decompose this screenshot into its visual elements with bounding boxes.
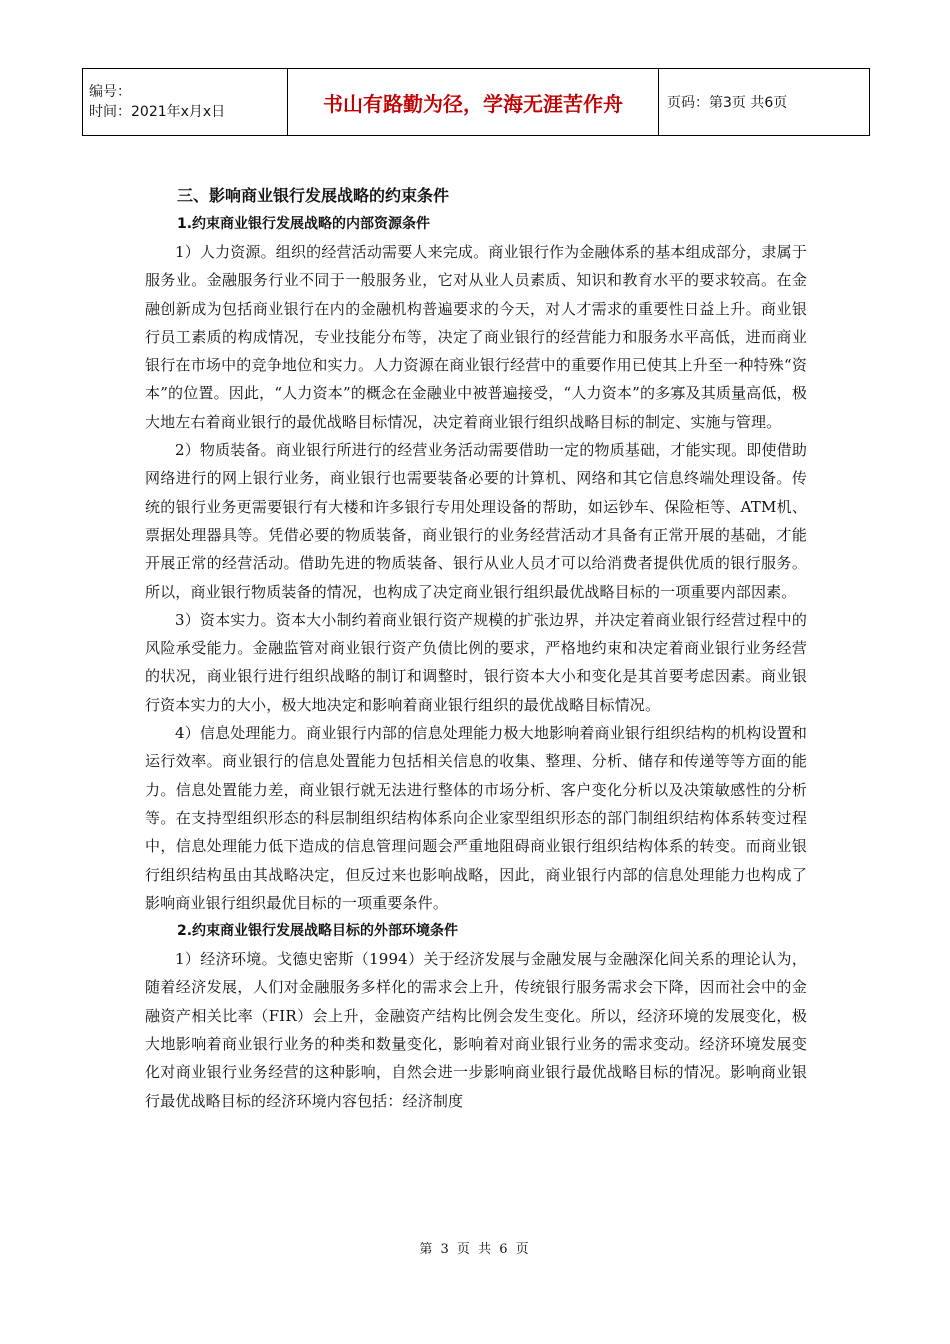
paragraph-human-resources: 1）人力资源。组织的经营活动需要人来完成。商业银行作为金融体系的基本组成部分，隶属于服务业。金融服务行业不同于一般服务业，它对从业人员素质、知识和教育水平的要求较高。在金融创新成为包括商业银行在内的金融机构普遍要求的今天，对人才需求的重要性日益上升。商业银行员工素质的构成情况，专业技能分布等，决定了商业银行的经营能力和服务水平高低，进而商业银行在市场中的竞争地位和实力。人力资源在商业银行经营中的重要作用已使其上升至一种特殊“资本”的位置。因此，“人力资本”的概念在金融业中被普遍接受，“人力资本”的多寡及其质量高低，极大地左右着商业银行的最优战略目标情况，决定着商业银行组织战略目标的制定、实施与管理。 [145, 243, 807, 431]
paragraph-capital-strength: 3）资本实力。资本大小制约着商业银行资产规模的扩张边界，并决定着商业银行经营过程中的风险承受能力。金融监管对商业银行资产负债比例的要求，严格地约束和决定着商业银行业务经营的状况，商业银行进行组织战略的制订和调整时，银行资本大小和变化是其首要考虑因素。商业银行资本实力的大小，极大地决定和影响着商业银行组织的最优战略目标情况。 [145, 610, 807, 714]
paragraph-economic-environment: 1）经济环境。戈德史密斯（1994）关于经济发展与金融发展与金融深化间关系的理论认为，随着经济发展，人们对金融服务多样化的需求会上升，传统银行服务需求会下降，因而社会中的金融资产相关比率（FIR）会上升，金融资产结构比例会发生变化。所以，经济环境的发展变化，极大地影响着商业银行业务的种类和数量变化，影响着对商业银行业务的需求变动。经济环境发展变化对商业银行业务经营的这种影响，自然会进一步影响商业银行最优战略目标的情况。影响商业银行最优战略目标的经济环境内容包括：经济制度 [145, 950, 807, 1110]
document-date-label: 时间：2021年x月x日 [89, 104, 226, 120]
document-number-label: 编号： [89, 84, 131, 100]
subsection-external-title: 2.约束商业银行发展战略目标的外部环境条件 [177, 923, 459, 940]
header-table [82, 68, 870, 136]
paragraph-material-equipment: 2）物质装备。商业银行所进行的经营业务活动需要借助一定的物质基础，才能实现。即使借助网络进行的网上银行业务，商业银行也需要装备必要的计算机、网络和其它信息终端处理设备。传统的银行业务更需要银行有大楼和许多银行专用处理设备的帮助，如运钞车、保险柜等、ATM机、票据处理器具等。凭借必要的物质装备，商业银行的业务经营活动才具备有正常开展的基础，才能开展正常的经营活动。借助先进的物质装备、银行从业人员才可以给消费者提供优质的银行服务。所以，商业银行物质装备的情况，也构成了决定商业银行组织最优战略目标的一项重要内部因素。 [145, 441, 807, 601]
header-motto: 书山有路勤为径，学海无涯苦作舟 [288, 69, 659, 136]
page-footer: 第 3 页 共 6 页 [419, 1242, 531, 1257]
paragraph-information-processing: 4）信息处理能力。商业银行内部的信息处理能力极大地影响着商业银行组织结构的机构设置和运行效率。商业银行的信息处置能力包括相关信息的收集、整理、分析、储存和传递等等方面的能力。信息处置能力差，商业银行就无法进行整体的市场分析、客户变化分析以及决策敏感性的分析等。在支持型组织形态的科层制组织结构体系向企业家型组织形态的部门制组织结构体系转变过程中，信息处理能力低下造成的信息管理问题会严重地阻碍商业银行组织结构体系的转变。而商业银行组织结构虽由其战略决定，但反过来也影响战略，因此，商业银行内部的信息处理能力也构成了影响商业银行组织最优目标的一项重要条件。 [145, 724, 807, 912]
section-title: 三、影响商业银行发展战略的约束条件 [177, 186, 450, 205]
header-page-info: 页码：第3页 共6页 [659, 69, 870, 136]
document-body [145, 182, 807, 1115]
header-left-cell [83, 69, 288, 136]
subsection-internal-title: 1.约束商业银行发展战略的内部资源条件 [177, 216, 431, 232]
